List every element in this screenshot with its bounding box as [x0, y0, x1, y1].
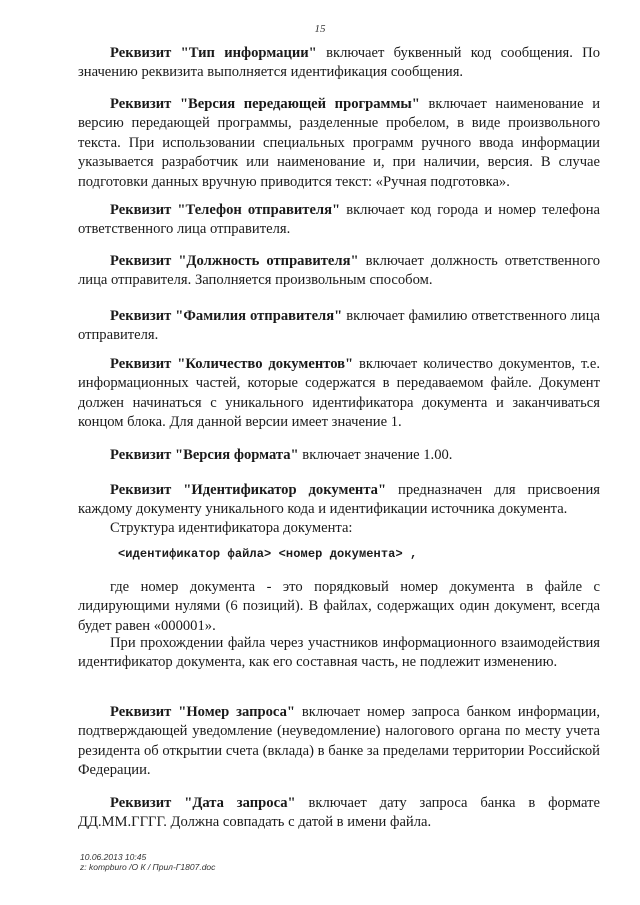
paragraph-identifikator — [78, 481, 600, 520]
field-description: включает номер запроса банком информации, подтверждающей уведомление (неуведомление) налогового органа по месту учета резидента об открытии счета (вклада) в банке за пределами территории Российской Федерации. — [78, 704, 600, 779]
paragraph-dolzhnost — [78, 252, 600, 291]
paragraph-telefon — [78, 201, 600, 240]
field-description: предназначен для присвоения каждому документу уникального кода и идентификации источника документа. — [78, 482, 600, 518]
paragraph-versiya-formata — [78, 446, 600, 465]
field-name: Реквизит "Номер запроса" — [110, 704, 295, 720]
field-name: Реквизит "Тип информации" — [110, 45, 317, 61]
paragraph-nomer-dokumenta: где номер документа - это порядковый номер документа в файле с лидирующими нулями (6 позиций). В файлах, содержащих один документ, всегда будет равен «000001». — [78, 579, 600, 634]
footer-timestamp: 10.06.2013 10:45 — [80, 852, 147, 862]
field-name: Реквизит "Фамилия отправителя" — [110, 308, 343, 324]
paragraph-versiya-programmy — [78, 95, 600, 192]
field-description: включает должность ответственного лица отправителя. Заполняется произвольным способом. — [78, 253, 601, 289]
paragraph-nomer-zaprosa — [78, 703, 600, 781]
field-name: Реквизит "Версия передающей программы" — [110, 96, 420, 112]
page-number: 15 — [314, 23, 326, 35]
paragraph-prohozhdenie: При прохождении файла через участников информационного взаимодействия идентификатор документа, как его составная часть, не подлежит изменению. — [78, 635, 600, 671]
field-name: Реквизит "Версия формата" — [110, 447, 299, 463]
field-description: включает количество документов, т.е. информационных частей, которые содержатся в передаваемом файле. Документ должен начинаться с уникального идентификатора документа и заканчиваться концом блока. Для данной версии имеет значение 1. — [78, 356, 600, 431]
paragraph-familiya — [78, 307, 600, 346]
field-description: включает значение 1.00. — [298, 447, 453, 463]
identifier-format-code: <идентификатор файла> <номер документа> , — [118, 547, 418, 561]
paragraph-tip-informacii — [78, 44, 600, 83]
document-footer — [80, 852, 215, 872]
field-description: включает наименование и версию передающей программы, разделенные пробелом, в виде произвольного текста. При использовании специальных программ ручного ввода информации указывается разработчик или наименование и, при наличии, версия. В случае подготовки данных вручную приводится текст: «Ручная подготовка». — [78, 96, 601, 190]
field-name: Реквизит "Телефон отправителя" — [110, 202, 341, 218]
field-name: Реквизит "Идентификатор документа" — [110, 482, 387, 498]
field-description: включает код города и номер телефона ответственного лица отправителя. — [78, 202, 600, 238]
paragraph-data-zaprosa — [78, 794, 600, 833]
field-description: включает буквенный код сообщения. По значению реквизита выполняется идентификация сообщения. — [78, 45, 600, 81]
footer-filepath: z: kompburo /О К / Прил-Г1807.doc — [80, 862, 216, 872]
field-description: включает фамилию ответственного лица отправителя. — [78, 308, 600, 344]
structure-label — [78, 519, 600, 538]
field-name: Реквизит "Количество документов" — [110, 356, 354, 372]
structure-text: Структура идентификатора документа: — [110, 520, 353, 536]
paragraph-kolichestvo — [78, 355, 600, 433]
field-description: включает дату запроса банка в формате ДД.ММ.ГГГГ. Должна совпадать с датой в имени файла. — [78, 795, 600, 831]
field-name: Реквизит "Должность отправителя" — [110, 253, 359, 269]
field-name: Реквизит "Дата запроса" — [110, 795, 296, 811]
